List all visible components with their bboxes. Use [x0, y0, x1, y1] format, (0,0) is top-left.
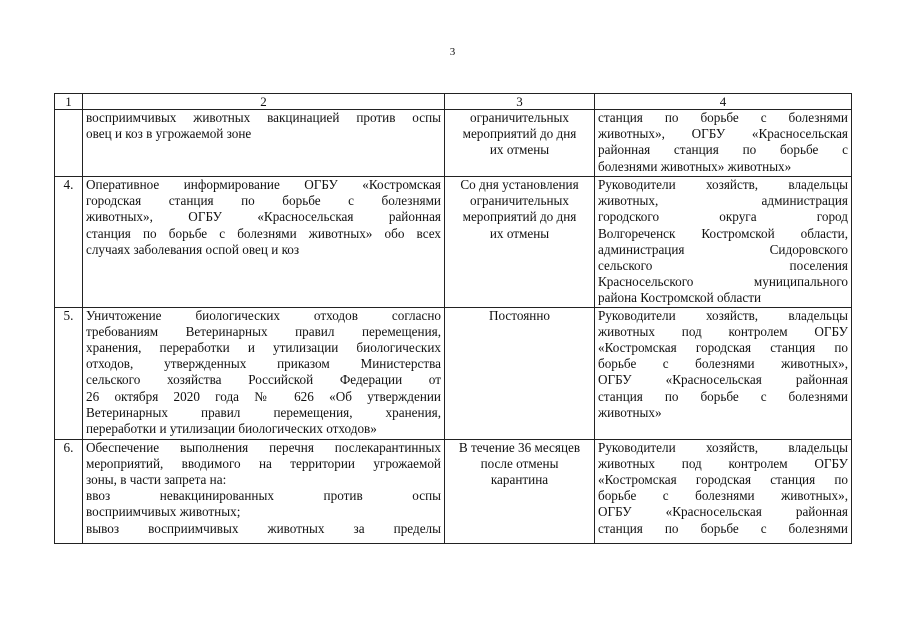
responsible-cell — [595, 177, 852, 308]
row-number: 5. — [55, 307, 83, 439]
action-line: 26 октября 2020 года № 626 «Об утверждении — [86, 388, 441, 404]
action-line: восприимчивых животных; — [86, 504, 241, 520]
responsible-line: борьбе с болезнями животных», — [598, 356, 848, 372]
column-number-2: 2 — [83, 94, 445, 110]
responsible-line: городского округа город — [598, 209, 848, 225]
action-line: переработки и утилизации биологических отходов» — [86, 421, 377, 437]
responsible-line: борьбе с болезнями животных», — [598, 488, 848, 504]
term-line: мероприятий до дня — [462, 209, 577, 225]
term-line: карантина — [490, 472, 549, 488]
action-line: ввоз невакцинированных против оспы — [86, 488, 441, 504]
term-line: их отмены — [489, 142, 550, 158]
term-line: их отмены — [489, 225, 550, 241]
responsible-line: района Костромской области — [598, 290, 762, 306]
term-cell — [445, 307, 595, 439]
term-line: после отмены — [480, 455, 559, 471]
table-header-row — [55, 94, 852, 110]
term-line: мероприятий до дня — [462, 126, 577, 142]
responsible-line: ОГБУ «Красносельская районная — [598, 372, 848, 388]
action-cell — [83, 439, 445, 543]
responsible-line: Руководители хозяйств, владельцы — [598, 177, 848, 192]
action-line: овец и коз в угрожаемой зоне — [86, 126, 252, 142]
page-number: 3 — [449, 46, 456, 58]
responsible-line: станция по борьбе с болезнями — [598, 388, 848, 404]
action-line: зоны, в части запрета на: — [86, 472, 227, 488]
term-cell — [445, 439, 595, 543]
column-number-3: 3 — [445, 94, 595, 110]
responsible-line: «Костромская городская станция по — [598, 472, 848, 488]
term-line: Постоянно — [488, 307, 550, 323]
responsible-line: животных, администрация — [598, 193, 848, 209]
action-line: мероприятий, вводимого на территории угрожаемой — [86, 455, 441, 471]
term-line: Со дня установления — [460, 177, 579, 192]
responsible-line: «Костромская городская станция по — [598, 340, 848, 356]
responsible-line: ОГБУ «Красносельская районная — [598, 504, 848, 520]
action-line: городская станция по борьбе с болезнями — [86, 193, 441, 209]
table-row — [55, 307, 852, 439]
responsible-line: Руководители хозяйств, владельцы — [598, 307, 848, 323]
row-number: 4. — [55, 177, 83, 308]
responsible-line: администрация Сидоровского — [598, 241, 848, 257]
responsible-cell — [595, 439, 852, 543]
action-line: Обеспечение выполнения перечня послекарантинных — [86, 439, 441, 455]
action-cell — [83, 110, 445, 177]
responsible-line: Волгореченск Костромской области, — [598, 225, 848, 241]
responsible-line: животных под контролем ОГБУ — [598, 323, 848, 339]
responsible-cell — [595, 110, 852, 177]
term-line: В течение 36 месяцев — [458, 439, 581, 455]
term-cell — [445, 110, 595, 177]
action-line: Оперативное информирование ОГБУ «Костромская — [86, 177, 441, 192]
responsible-line: станция по борьбе с болезнями — [598, 520, 848, 536]
term-line: ограничительных — [470, 110, 569, 125]
measures-table — [54, 93, 852, 544]
responsible-line: животных», ОГБУ «Красносельская — [598, 126, 848, 142]
action-line: хранения, переработки и утилизации биологических — [86, 340, 441, 356]
responsible-line: Красносельского муниципального — [598, 274, 848, 290]
responsible-line: животных» — [598, 404, 662, 420]
action-line: станция по борьбе с болезнями животных» обо всех — [86, 225, 441, 241]
action-cell — [83, 307, 445, 439]
term-cell — [445, 177, 595, 308]
column-number-1: 1 — [55, 94, 83, 110]
action-line: животных», ОГБУ «Красносельская районная — [86, 209, 441, 225]
responsible-line: животных под контролем ОГБУ — [598, 455, 848, 471]
table-row — [55, 177, 852, 308]
responsible-line: болезнями животных» животных» — [598, 158, 792, 174]
action-line: Ветеринарных правил перемещения, хранения, — [86, 404, 441, 420]
action-line: отходов, утвержденных приказом Министерства — [86, 356, 441, 372]
action-line: Уничтожение биологических отходов согласно — [86, 307, 441, 323]
column-number-4: 4 — [595, 94, 852, 110]
responsible-line: сельского поселения — [598, 258, 848, 274]
row-number: 6. — [55, 439, 83, 543]
row-number — [55, 110, 83, 177]
action-line: вывоз восприимчивых животных за пределы — [86, 520, 441, 536]
table-row — [55, 439, 852, 543]
action-line: требованиям Ветеринарных правил перемещения, — [86, 323, 441, 339]
responsible-line: Руководители хозяйств, владельцы — [598, 439, 848, 455]
action-cell — [83, 177, 445, 308]
action-line: восприимчивых животных вакцинацией против оспы — [86, 110, 441, 125]
action-line: случаях заболевания оспой овец и коз — [86, 241, 300, 257]
responsible-line: районная станция по борьбе с — [598, 142, 848, 158]
action-line: сельского хозяйства Российской Федерации от — [86, 372, 441, 388]
responsible-cell — [595, 307, 852, 439]
term-line: ограничительных — [470, 193, 569, 209]
table-row — [55, 110, 852, 177]
responsible-line: станция по борьбе с болезнями — [598, 110, 848, 125]
